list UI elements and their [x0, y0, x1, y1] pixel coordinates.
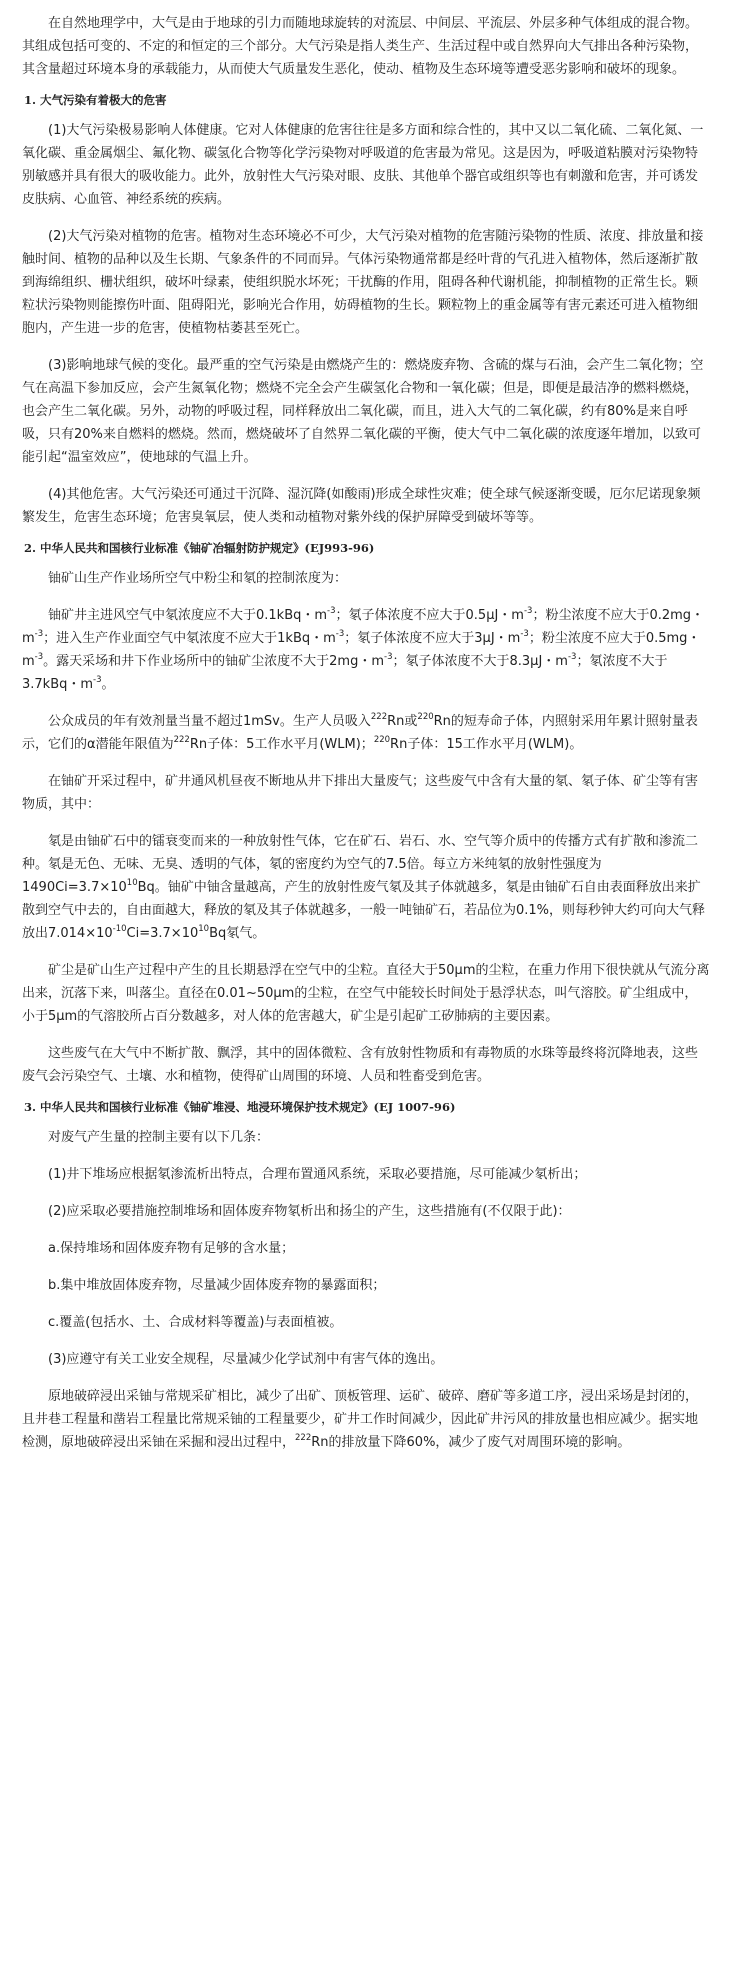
harm-health-paragraph: (1)大气污染极易影响人体健康。它对人体健康的危害往往是多方面和综合性的，其中又以二氧化硫、二氧化氮、一氧化碳、重金属烟尘、氟化物、碳氢化合物等化学污染物对呼吸道的危害最为常见。这是因为，呼吸道粘膜对污染物特别敏感并具有很大的吸收能力。此外，放射性大气污染对眼、皮肤、其他单个器官或组织等也有刺激和危害，并可诱发皮肤病、心血管、神经系统的疾病。 [22, 123, 704, 207]
unit-exponent: -3 [34, 628, 44, 639]
dose-text-c: Rn的短寿命子体，内照射采用年累计照射量表示，它们的α潜能年限值为 [22, 714, 698, 752]
unit-exponent: -3 [520, 628, 529, 639]
isotope-mass-number: 222 [370, 711, 388, 722]
isotope-mass-number: 220 [417, 711, 434, 722]
conc-text-c: ；粉尘浓度不应大于0.2mg・m [22, 608, 705, 646]
unit-exponent: -3 [34, 651, 44, 662]
control-measures-lead: 对废气产生量的控制主要有以下几条： [48, 1130, 270, 1145]
intro-paragraph: 在自然地理学中，大气是由于地球的引力而随地球旋转的对流层、中间层、平流层、外层多种气体组成的混合物。其组成包括可变的、不定的和恒定的三个部分。大气污染是指人类生产、生活过程中或自然界向大气排出各种污染物，其含量超过环境本身的承载能力，从而使大气质量发生恶化，使动、植物及生态环境等遭受恶劣影响和破坏的现象。 [22, 16, 699, 77]
harm-climate-paragraph: (3)影响地球气候的变化。最严重的空气污染是由燃烧产生的：燃烧废弃物、含硫的煤与石油，会产生二氧化物；空气在高温下参加反应，会产生氮氧化物；燃烧不完全会产生碳氢化合物和一氧化碳；但是，即便是最洁净的燃料燃烧，也会产生二氧化碳。另外，动物的呼吸过程，同样释放出二氧化碳，而且，进入大气的二氧化碳，约有80%是来自呼吸，只有20%来自燃料的燃烧。然而，燃烧破坏了自然界二氧化碳的平衡，使大气中二氧化碳的浓度逐年增加，以致可能引起“温室效应”，使地球的气温上升。 [22, 358, 704, 465]
unit-exponent: -3 [335, 628, 345, 639]
conc-text-h: ；氡子体浓度不大于8.3μJ・m [392, 654, 568, 669]
concentration-limits-paragraph [22, 604, 710, 696]
unit-exponent: -3 [567, 651, 577, 662]
isotope-mass-number: 222 [295, 1432, 312, 1443]
measure-item-3: (3)应遵守有关工业安全规程，尽量减少化学试剂中有害气体的逸出。 [48, 1352, 444, 1367]
exponent: -10 [112, 923, 127, 934]
conc-text-b: ；氡子体浓度不应大于0.5μJ・m [335, 608, 524, 623]
in-situ-leaching-paragraph [22, 1385, 710, 1454]
final-text-a: 原地破碎浸出采铀与常规采矿相比，减少了出矿、顶板管理、运矿、破碎、磨矿等多道工序，浸出采场是封闭的，且井巷工程量和凿岩工程量比常规采铀的工程量要少，矿井工作时间减少，因此矿井污风的排放量也相应减少。据实地检测，原地破碎浸出采铀在采掘和浸出过程中， [22, 1389, 699, 1450]
exponent: 10 [126, 877, 138, 888]
isotope-mass-number: 222 [173, 734, 190, 745]
radon-paragraph [22, 830, 710, 945]
unit-exponent: -3 [93, 674, 102, 685]
section-1-heading: 1. 大气污染有着极大的危害 [24, 93, 167, 107]
conc-text-g: 。露天采场和井下作业场所中的铀矿尘浓度不大于2mg・m [43, 654, 385, 669]
dose-limits-paragraph [22, 710, 710, 756]
measure-sub-b: b.集中堆放固体废弃物，尽量减少固体废弃物的暴露面积； [48, 1278, 386, 1293]
dose-text-e: Rn子体：15工作水平月(WLM)。 [390, 737, 583, 752]
harm-other-paragraph: (4)其他危害。大气污染还可通过干沉降、湿沉降(如酸雨)形成全球性灾难；使全球气候逐渐变暖，厄尔尼诺现象频繁发生，危害生态环境；危害臭氧层，使人类和动植物对紫外线的保护屏障受到破坏等等。 [22, 487, 701, 525]
dust-paragraph: 矿尘是矿山生产过程中产生的且长期悬浮在空气中的尘粒。直径大于50μm的尘粒，在重力作用下很快就从气流分离出来，沉落下来，叫落尘。直径在0.01~50μm的尘粒，在空气中能较长时间处于悬浮状态，叫气溶胶。矿尘组成中，小于5μm的气溶胶所占百分数越多，对人体的危害越大，矿尘是引起矿工矽肺病的主要因素。 [22, 963, 710, 1024]
harm-plants-paragraph: (2)大气污染对植物的危害。植物对生态环境必不可少，大气污染对植物的危害随污染物的性质、浓度、排放量和接触时间、植物的品种以及生长期、气象条件的不同而异。气体污染物通常都是经叶背的气孔进入植物体，然后逐渐扩散到海绵组织、栅状组织，破坏叶绿素，使组织脱水坏死；干扰酶的作用，阻碍各种代谢机能，抑制植物的正常生长。颗粒状污染物则能擦伤叶面、阻碍阳光，影响光合作用，妨碍植物的生长。颗粒物上的重金属等有害元素还可进入植物细胞内，产生进一步的危害，使植物枯萎甚至死亡。 [22, 229, 704, 336]
measure-sub-c: c.覆盖(包括水、土、合成材料等覆盖)与表面植被。 [48, 1315, 343, 1330]
radon-text-a: 氡是由铀矿石中的镭衰变而来的一种放射性气体，它在矿石、岩石、水、空气等介质中的传播方式有扩散和渗流二种。氡是无色、无味、无臭、透明的气体，氡的密度约为空气的7.5倍。每立方米纯氡的放射性强度为1490Ci=3.7×10 [22, 834, 699, 895]
exhaust-paragraph: 在铀矿开采过程中，矿井通风机昼夜不断地从井下排出大量废气；这些废气中含有大量的氡、氡子体、矿尘等有害物质，其中： [22, 774, 699, 812]
measure-item-2: (2)应采取必要措施控制堆场和固体废弃物氡析出和扬尘的产生，这些措施有(不仅限于此)： [48, 1204, 571, 1219]
section-2-heading: 2. 中华人民共和国核行业标准《铀矿冶辐射防护规定》(EJ993-96) [24, 541, 375, 555]
conc-text-j: 。 [101, 677, 115, 692]
exponent: 10 [198, 923, 210, 934]
control-lead-paragraph: 铀矿山生产作业场所空气中粉尘和氡的控制浓度为： [48, 571, 348, 586]
conc-text-e: ；氡子体浓度不应大于3μJ・m [344, 631, 521, 646]
dose-text-d: Rn子体：5工作水平月(WLM)； [189, 737, 374, 752]
unit-exponent: -3 [523, 605, 533, 616]
conc-text-i: ；氡浓度不大于3.7kBq・m [22, 654, 668, 692]
section-3-heading: 3. 中华人民共和国核行业标准《铀矿堆浸、地浸环境保护技术规定》(EJ 1007-96) [24, 1100, 456, 1114]
measure-sub-a: a.保持堆场和固体废弃物有足够的含水量； [48, 1241, 295, 1256]
dose-text-b: Rn或 [387, 714, 418, 729]
unit-exponent: -3 [327, 605, 336, 616]
isotope-mass-number: 220 [373, 734, 391, 745]
spread-paragraph: 这些废气在大气中不断扩散、飘浮，其中的固体微粒、含有放射性物质和有毒物质的水珠等最终将沉降地表，这些废气会污染空气、土壤、水和植物，使得矿山周围的环境、人员和牲畜受到危害。 [22, 1046, 699, 1084]
radon-text-b: Bq。铀矿中铀含量越高，产生的放射性废气氡及其子体就越多，氡是由铀矿石自由表面释放出来扩散到空气中去的，自由面越大，释放的氡及其子体就越多，一般一吨铀矿石，若品位为0.1%，则每秒钟大约可向大气释放出7.014×10 [22, 880, 706, 941]
radon-text-c: Ci=3.7×10 [126, 926, 199, 941]
unit-exponent: -3 [384, 651, 393, 662]
conc-text-d: ；进入生产作业面空气中氡浓度不应大于1kBq・m [43, 631, 336, 646]
radon-text-d: Bq氡气。 [209, 926, 266, 941]
final-text-b: Rn的排放量下降60%，减少了废气对周围环境的影响。 [311, 1435, 631, 1450]
measure-item-1: (1)井下堆场应根据氡渗流析出特点，合理布置通风系统，采取必要措施，尽可能减少氡析出； [48, 1167, 587, 1182]
dose-text-a: 公众成员的年有效剂量当量不超过1mSv。生产人员吸入 [48, 714, 371, 729]
conc-text-f: ；粉尘浓度不应大于0.5mg・m [22, 631, 701, 669]
conc-text-a: 铀矿井主进风空气中氡浓度应不大于0.1kBq・m [48, 608, 328, 623]
